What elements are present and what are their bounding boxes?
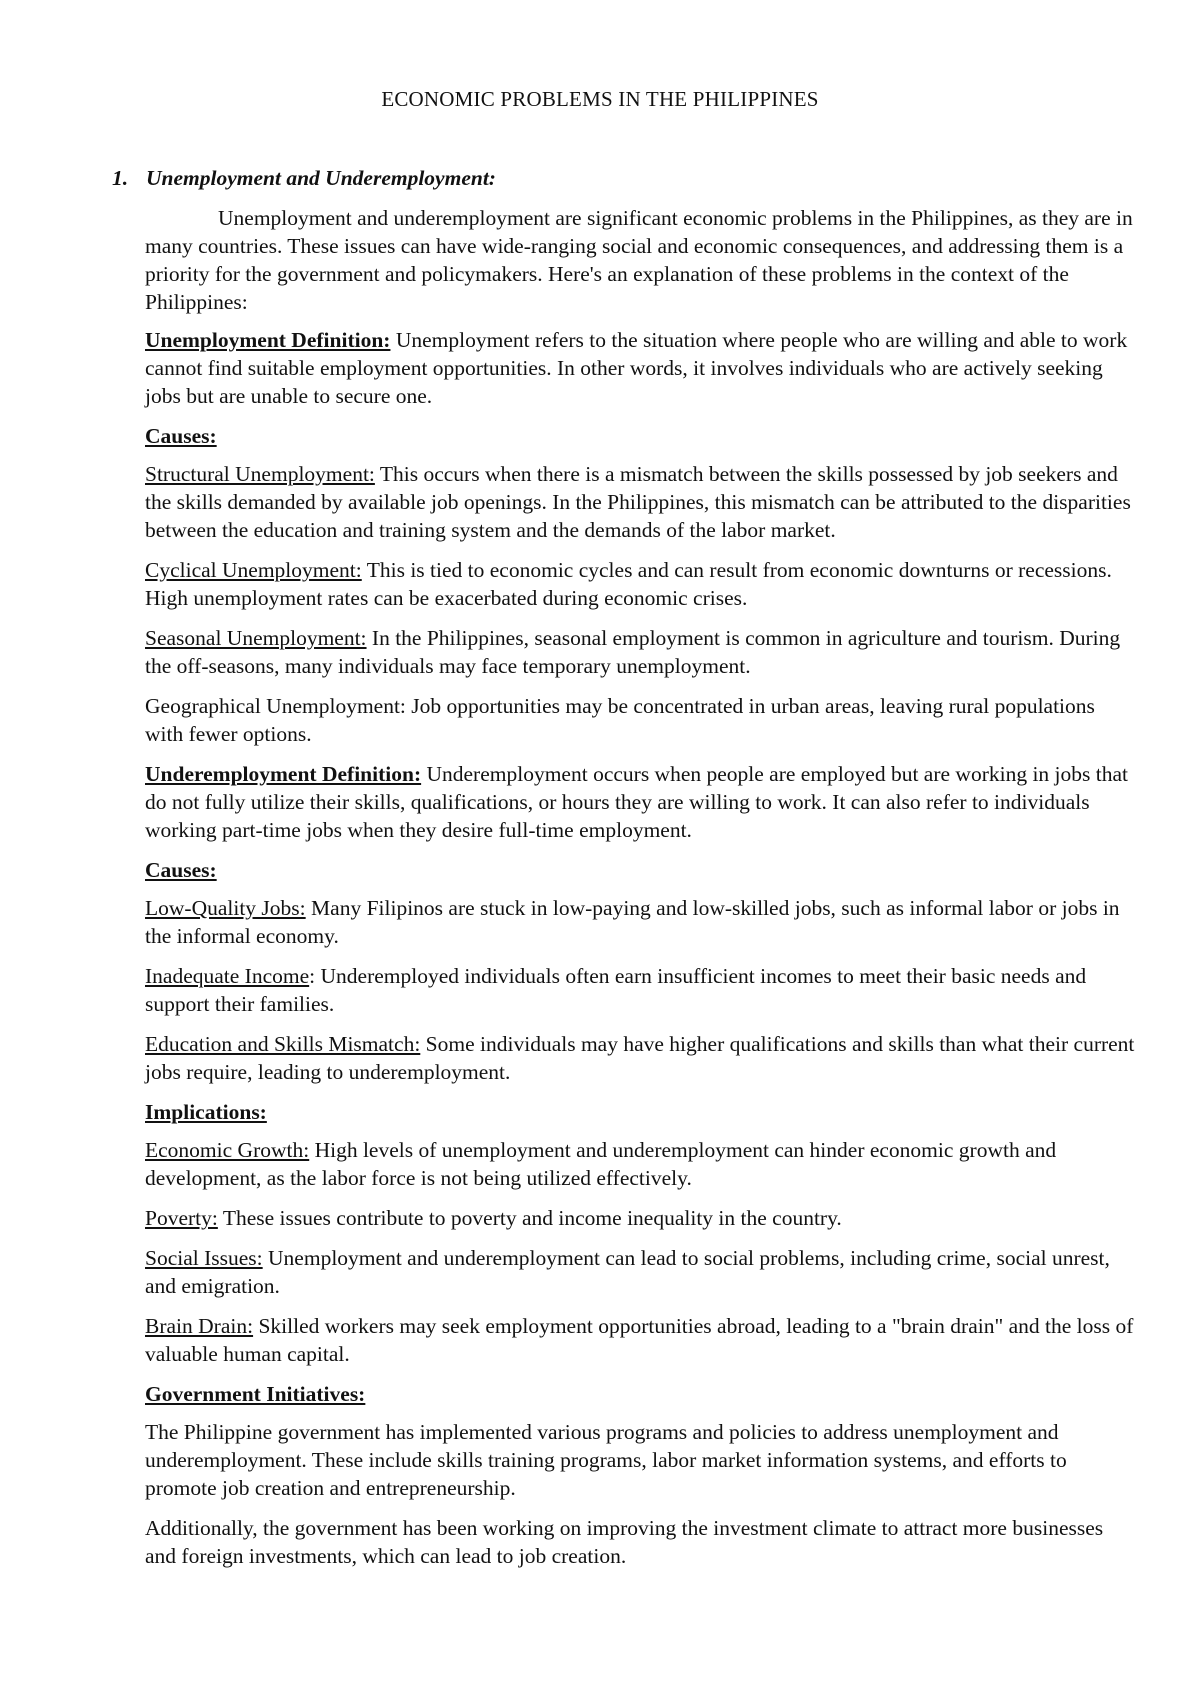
document-title: ECONOMIC PROBLEMS IN THE PHILIPPINES — [381, 87, 819, 111]
cause-text: In the Philippines, seasonal employment is common in agriculture and tourism. During the off-seasons, many individuals may face temporary unemployment. — [145, 626, 1121, 678]
cause-text: This occurs when there is a mismatch between the skills possessed by job seekers and the skills demanded by available job openings. In the Philippines, this mismatch can be attributed to the disparities between the education and training system and the demands of the labor market. — [145, 462, 1131, 542]
implications-heading-text: Implications: — [145, 1100, 267, 1124]
section-number: 1. — [112, 166, 129, 190]
unemployment-definition — [145, 326, 1135, 410]
implication-text: Unemployment and underemployment can lead to social problems, including crime, social unrest, and emigration. — [145, 1246, 1110, 1298]
underemployment-definition — [145, 760, 1135, 844]
cause-label: Education and Skills Mismatch: — [145, 1032, 421, 1056]
cause-label: Inadequate Income — [145, 964, 310, 988]
unemployment-definition-text: Unemployment refers to the situation where people who are willing and able to work cannot find suitable employment opportunities. In other words, it involves individuals who are actively seeking jobs but are unable to secure one. — [145, 328, 1128, 408]
implication-item — [145, 1136, 1135, 1192]
causes-heading — [145, 856, 1135, 884]
unemployment-definition-label: Unemployment Definition: — [145, 328, 391, 352]
implication-text: High levels of unemployment and underemployment can hinder economic growth and development, as the labor force is not being utilized effectively. — [145, 1138, 1057, 1190]
causes-heading — [145, 422, 1135, 450]
implications-heading — [145, 1098, 1135, 1126]
government-paragraph: The Philippine government has implemented various programs and policies to address unemployment and underemployment. These include skills training programs, labor market information systems, and efforts to promote job creation and entrepreneurship. — [145, 1420, 1067, 1500]
government-heading-text: Government Initiatives: — [145, 1382, 366, 1406]
cause-text: : Underemployed individuals often earn insufficient incomes to meet their basic needs and support their families. — [145, 964, 1087, 1016]
implication-text: Skilled workers may seek employment opportunities abroad, leading to a "brain drain" and the loss of valuable human capital. — [145, 1314, 1134, 1366]
cause-label: Seasonal Unemployment: — [145, 626, 367, 650]
cause-item — [145, 556, 1135, 612]
cause-text: This is tied to economic cycles and can result from economic downturns or recessions. High unemployment rates can be exacerbated during economic crises. — [145, 558, 1112, 610]
government-paragraph: Additionally, the government has been working on improving the investment climate to attract more businesses and foreign investments, which can lead to job creation. — [145, 1516, 1104, 1568]
implication-item — [145, 1244, 1135, 1300]
causes-heading-text: Causes: — [145, 424, 217, 448]
cause-text: Some individuals may have higher qualifications and skills than what their current jobs require, leading to underemployment. — [145, 1032, 1135, 1084]
implication-item — [145, 1312, 1135, 1368]
section-heading-text: Unemployment and Underemployment: — [146, 166, 496, 190]
underemployment-definition-label: Underemployment Definition: — [145, 762, 422, 786]
document-body — [145, 204, 1135, 1582]
geographical-unemployment: Geographical Unemployment: Job opportunities may be concentrated in urban areas, leaving rural populations with fewer options. — [145, 694, 1095, 746]
implication-label: Brain Drain: — [145, 1314, 254, 1338]
cause-item — [145, 624, 1135, 680]
cause-item — [145, 894, 1135, 950]
cause-item — [145, 460, 1135, 544]
cause-item — [145, 1030, 1135, 1086]
government-heading — [145, 1380, 1135, 1408]
cause-text: Many Filipinos are stuck in low-paying and low-skilled jobs, such as informal labor or jobs in the informal economy. — [145, 896, 1120, 948]
intro-paragraph: Unemployment and underemployment are significant economic problems in the Philippines, as they are in many countries. These issues can have wide-ranging social and economic consequences, and addressing them is a priority for the government and policymakers. Here's an explanation of these problems in the context of the Philippines: — [145, 206, 1133, 314]
implication-item — [145, 1204, 1135, 1232]
cause-label: Cyclical Unemployment: — [145, 558, 362, 582]
implication-label: Economic Growth: — [145, 1138, 310, 1162]
implication-text: These issues contribute to poverty and income inequality in the country. — [217, 1206, 842, 1230]
cause-item — [145, 962, 1135, 1018]
cause-label: Structural Unemployment: — [145, 462, 375, 486]
causes-heading-text: Causes: — [145, 858, 217, 882]
implication-label: Poverty: — [145, 1206, 218, 1230]
cause-label: Low-Quality Jobs: — [145, 896, 306, 920]
section-heading — [112, 164, 496, 192]
implication-label: Social Issues: — [145, 1246, 263, 1270]
underemployment-definition-text: Underemployment occurs when people are employed but are working in jobs that do not fully utilize their skills, qualifications, or hours they are willing to work. It can also refer to individuals working part-time jobs when they desire full-time employment. — [145, 762, 1129, 842]
